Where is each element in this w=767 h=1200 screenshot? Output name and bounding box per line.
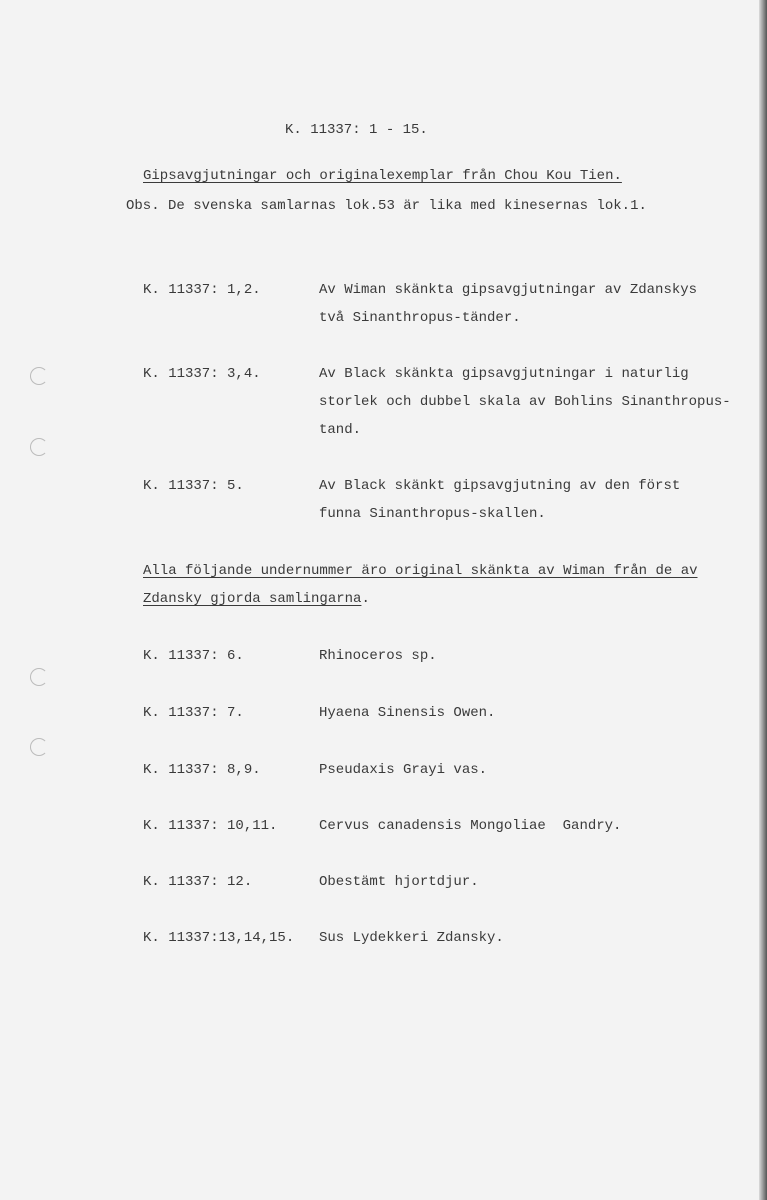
page-edge-shadow [759,0,767,1200]
entry-text: två Sinanthropus-tänder. [319,310,521,326]
entry-number: K. 11337: 6. [143,648,244,664]
originals-heading-line2: Zdansky gjorda samlingarna [143,591,362,607]
entry-text: Av Wiman skänkta gipsavgjutningar av Zdanskys [319,282,698,298]
note: Obs. De svenska samlarnas lok.53 är lika med kinesernas lok.1. [126,198,647,214]
period: . [361,591,370,607]
entry-number: K. 11337:13,14,15. [143,930,295,946]
entry-number: K. 11337: 5. [143,478,244,494]
punch-hole [30,438,48,456]
punch-hole [30,367,48,385]
entry-number: K. 11337: 1,2. [143,282,261,298]
page-title: K. 11337: 1 - 15. [285,122,428,138]
entry-number: K. 11337: 7. [143,705,244,721]
species-name: Pseudaxis Grayi vas. [319,762,488,778]
originals-heading: Alla följande undernummer äro original skänkta av Wiman från de av [143,563,698,579]
species-name: Cervus canadensis Mongoliae Gandry. [319,818,622,834]
punch-hole [30,668,48,686]
entry-number: K. 11337: 10,11. [143,818,278,834]
entry-text: storlek och dubbel skala av Bohlins Sinanthropus- [319,394,731,410]
species-name: Sus Lydekkeri Zdansky. [319,930,504,946]
species-name: Hyaena Sinensis Owen. [319,705,496,721]
subtitle: Gipsavgjutningar och originalexemplar från Chou Kou Tien. [143,168,622,184]
punch-hole [30,738,48,756]
entry-text: tand. [319,422,362,438]
originals-heading-cont [143,591,370,607]
entry-text: Av Black skänkt gipsavgjutning av den först [319,478,681,494]
entry-text: Av Black skänkta gipsavgjutningar i naturlig [319,366,689,382]
species-name: Obestämt hjortdjur. [319,874,479,890]
species-name: Rhinoceros sp. [319,648,437,664]
entry-text: funna Sinanthropus-skallen. [319,506,546,522]
entry-number: K. 11337: 3,4. [143,366,261,382]
entry-number: K. 11337: 12. [143,874,253,890]
entry-number: K. 11337: 8,9. [143,762,261,778]
